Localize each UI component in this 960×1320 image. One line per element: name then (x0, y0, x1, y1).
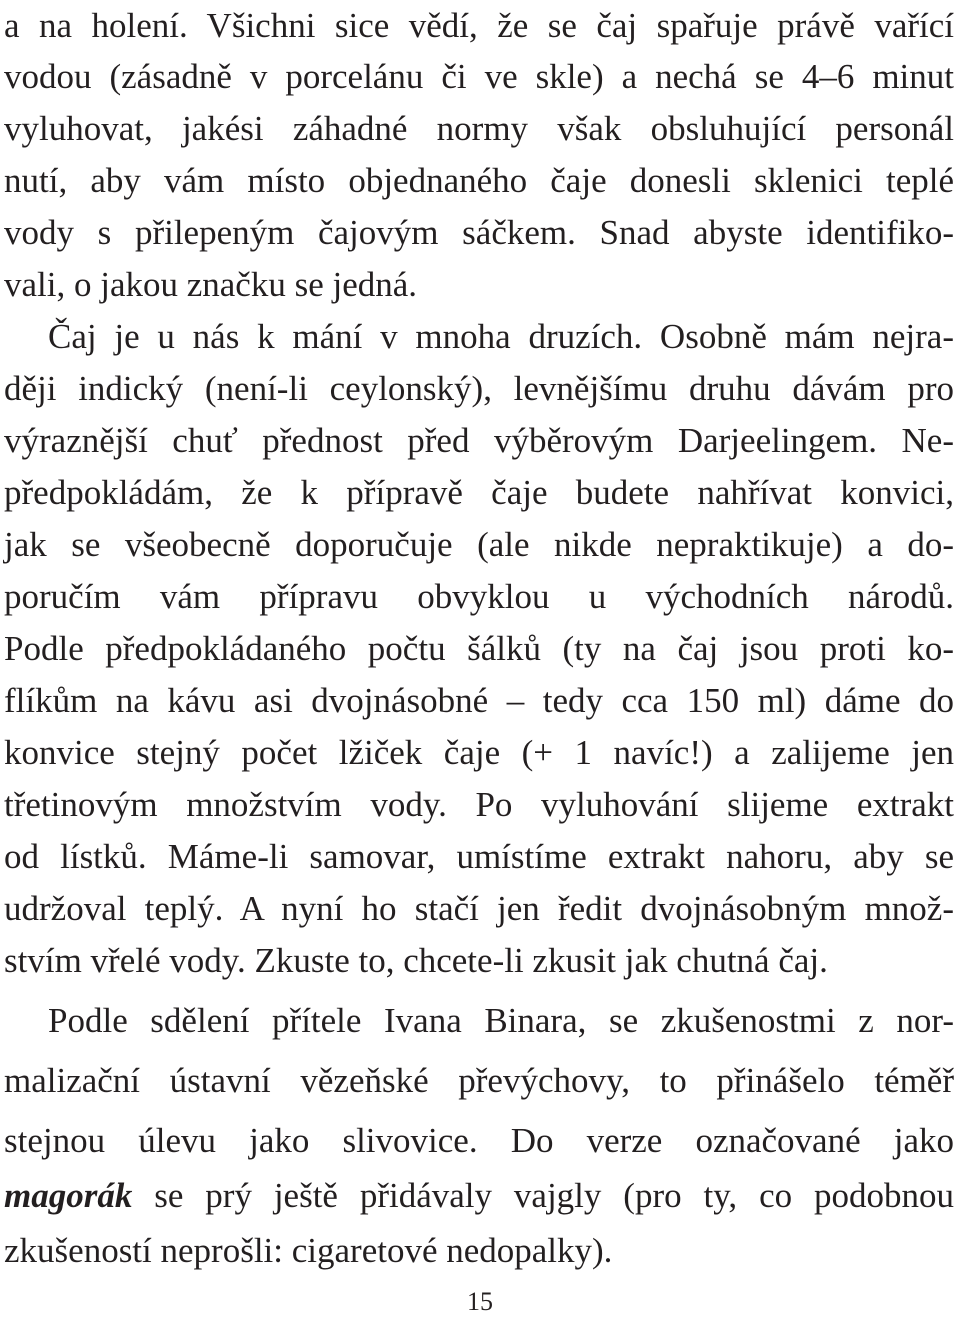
text-line: flíkům na kávu asi dvojnásobné – tedy cca 150 ml) dáme do (4, 681, 954, 720)
text-line: třetinovým množstvím vody. Po vyluhování slijeme extrakt (4, 785, 954, 824)
text-line: konvice stejný počet lžiček čaje (+ 1 navíc!) a zalijeme jen (4, 733, 954, 772)
text-line: předpokládám, že k přípravě čaje budete nahřívat konvici, (4, 473, 954, 512)
text-line: poručím vám přípravu obvyklou u východních národů. (4, 577, 954, 616)
text-line: Čaj je u nás k mání v mnoha druzích. Osobně mám nejra- (48, 317, 954, 356)
text-span: se prý ještě přidávaly vajgly (pro ty, co podobnou (132, 1176, 954, 1215)
text-line: jak se všeobecně doporučuje (ale nikde nepraktikuje) a do- (4, 525, 954, 564)
text-line: vali, o jakou značku se jedná. (4, 265, 418, 304)
text-line: nutí, aby vám místo objednaného čaje donesli sklenici teplé (4, 161, 954, 200)
text-line: malizační ústavní vězeňské převýchovy, to přinášelo téměř (4, 1061, 954, 1100)
text-line (4, 1170, 954, 1222)
text-line: od lístků. Máme-li samovar, umístíme extrakt nahoru, aby se (4, 837, 954, 876)
text-line: vodou (zásadně v porcelánu či ve skle) a nechá se 4–6 minut (4, 57, 954, 96)
text-line: udržoval teplý. A nyní ho stačí jen ředit dvojnásobným množ- (4, 889, 954, 928)
text-line: vody s přilepeným čajovým sáčkem. Snad abyste identifiko- (4, 213, 954, 252)
text-line: Podle sdělení přítele Ivana Binara, se zkušenostmi z nor- (48, 1001, 954, 1040)
text-line: stejnou úlevu jako slivovice. Do verze označované jako (4, 1121, 954, 1160)
text-line: ději indický (není-li ceylonský), levnějšímu druhu dávám pro (4, 369, 954, 408)
text-line: Podle předpokládaného počtu šálků (ty na čaj jsou proti ko- (4, 629, 954, 668)
text-line: vyluhovat, jakési záhadné normy však obsluhující personál (4, 109, 954, 148)
text-line: a na holení. Všichni sice vědí, že se čaj spařuje právě vařící (4, 6, 954, 45)
page-number: 15 (467, 1287, 493, 1316)
text-line: zkušeností neprošli: cigaretové nedopalky). (4, 1231, 613, 1270)
emphasized-word: magorák (4, 1176, 133, 1215)
text-line: stvím vřelé vody. Zkuste to, chcete-li zkusit jak chutná čaj. (4, 941, 828, 980)
text-line: výraznější chuť přednost před výběrovým Darjeelingem. Ne- (4, 421, 954, 460)
